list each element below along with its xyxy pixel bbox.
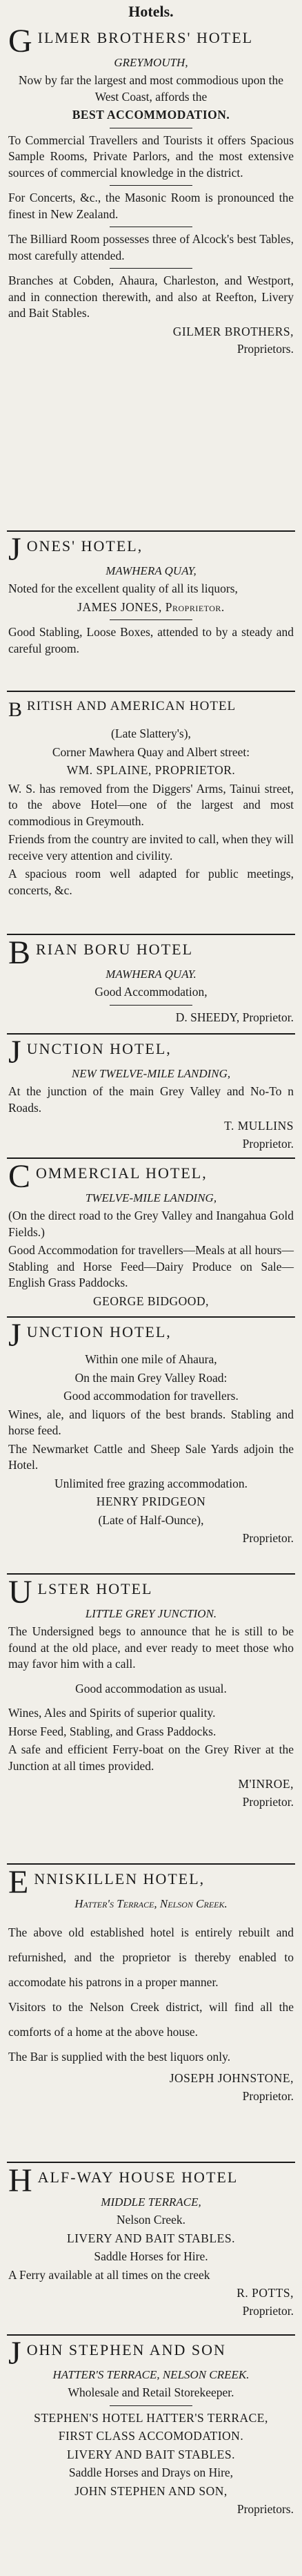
divider [110, 185, 192, 186]
drop-cap: H [8, 2167, 34, 2195]
ad-line: A spacious room well adapted for public meetings, concerts, &c. [8, 867, 294, 897]
ad-line: The Newmarket Cattle and Sheep Sale Yards adjoin the Hotel. [8, 1441, 294, 1472]
ad-proprietor-title: Proprietor. [242, 1794, 294, 1809]
ad-gilmer [7, 23, 295, 532]
ad-line: Friends from the country are invited to call, when they will receive very attention and civility. [8, 832, 294, 863]
ad-location: TWELVE-MILE LANDING, [85, 1191, 217, 1204]
ad-title [8, 1869, 294, 1896]
ad-location: MAWHERA QUAY. [105, 968, 197, 981]
ad-line: Good accommodation as usual. [75, 1681, 227, 1695]
ad-location: HATTER'S TERRACE, NELSON CREEK. [52, 2368, 250, 2381]
title-text: UNCTION HOTEL, [26, 1040, 172, 1057]
ad-line: Wholesale and Retail Storekeeper. [68, 2385, 234, 2399]
ad-title [8, 696, 294, 724]
ad-line: LIVERY AND BAIT STABLES. [67, 2231, 235, 2245]
ad-commercial [7, 1159, 295, 1318]
drop-cap: G [8, 28, 34, 55]
ad-line: The Bar is supplied with the best liquors only. [8, 2050, 231, 2064]
ad-line: A safe and efficient Ferry-boat on the Grey River at the Junction at all times provided. [8, 1742, 294, 1773]
ad-proprietor: GILMER BROTHERS, [172, 324, 294, 338]
ad-line: Within one mile of Ahaura, [85, 1352, 217, 1366]
ad-line: Nelson Creek. [116, 2213, 186, 2227]
ad-proprietor: JOHN STEPHEN AND SON, [74, 2483, 228, 2498]
drop-cap: C [8, 1163, 32, 1191]
ad-line: Saddle Horses and Drays on Hire, [68, 2466, 234, 2479]
ad-line: Good Stabling, Loose Boxes, attended to by a steady and careful groom. [8, 625, 294, 655]
ad-line: Wines, ale, and liquors of the best brands. Stabling and horse feed. [8, 1407, 294, 1437]
ad-proprietor-title: Proprietors. [236, 2502, 294, 2516]
ad-title [8, 2340, 294, 2367]
ad-line: The Billiard Room possesses three of Alcock's best Tables, most carefully attended. [8, 232, 294, 262]
ad-line: WM. SPLAINE, PROPRIETOR. [66, 763, 236, 777]
ad-proprietor: D. SHEEDY, Proprietor. [175, 1010, 294, 1024]
drop-cap: J [8, 2340, 23, 2367]
title-text: UNCTION HOTEL, [26, 1323, 172, 1340]
drop-cap: E [8, 1869, 30, 1896]
ad-title [8, 1039, 294, 1066]
ad-line: Good Accommodation, [94, 985, 208, 999]
ad-line: Wines, Ales and Spirits of superior quality. [8, 1706, 216, 1720]
ad-line: Now by far the largest and most commodious upon the West Coast, affords the [18, 73, 284, 104]
ad-line: (Late Slattery's), [111, 727, 191, 740]
title-text: ONES' HOTEL, [26, 537, 143, 555]
title-text: RIAN BORU HOTEL [36, 941, 194, 958]
ad-british-american [7, 692, 295, 935]
ad-title [8, 939, 294, 967]
ad-location: MIDDLE TERRACE, [101, 2195, 201, 2209]
title-text: ALF-WAY HOUSE HOTEL [37, 2169, 239, 2186]
ad-proprietor: T. MULLINS [224, 1119, 294, 1133]
ad-line: For Concerts, &c., the Masonic Room is pronounced the finest in New Zealand. [8, 191, 294, 221]
ad-line: At the junction of the main Grey Valley and No-To n Roads. [8, 1084, 294, 1115]
ad-line: Branches at Cobden, Ahaura, Charleston, and Westport, and in connection therewith, and also at Reefton, Livery and Bait Stables. [8, 273, 294, 320]
divider [110, 619, 192, 620]
drop-cap: J [8, 1039, 23, 1066]
ad-line: Good Accommodation for travellers—Meals at all hours—Stabling and Horse Feed—Dairy Produce on Sale—English Grass Paddocks. [8, 1243, 294, 1289]
title-text: ILMER BROTHERS' HOTEL [37, 29, 254, 46]
ad-line: A Ferry available at all times on the creek [8, 2267, 210, 2282]
ad-title [8, 1579, 294, 1606]
title-text: LSTER HOTEL [37, 1580, 153, 1597]
ad-line: STEPHEN'S HOTEL HATTER'S TERRACE, [34, 2410, 268, 2425]
ad-brian-boru [7, 935, 295, 1035]
title-text: RITISH AND AMERICAN HOTEL [27, 699, 236, 713]
ad-location: Hatter's Terrace, Nelson Creek. [74, 1897, 228, 1910]
ad-proprietor-title: Proprietor. [242, 1531, 294, 1545]
ad-ulster [7, 1575, 295, 1865]
ad-location: MAWHERA QUAY, [105, 564, 197, 577]
ad-line: (Late of Half-Ounce), [98, 1512, 204, 1527]
ad-location: NEW TWELVE-MILE LANDING, [71, 1067, 231, 1080]
divider [110, 268, 192, 269]
ad-proprietor-title: Proprietor. [242, 2088, 294, 2103]
ad-proprietor-title: Proprietor. [242, 2303, 294, 2318]
ad-proprietor: JOSEPH JOHNSTONE, [169, 2071, 294, 2085]
ad-line: Horse Feed, Stabling, and Grass Paddocks. [8, 1724, 217, 1738]
drop-cap: B [8, 939, 32, 967]
ad-john-stephen [7, 2336, 295, 2576]
ad-line: Saddle Horses for Hire. [94, 2249, 208, 2263]
section-heading: Hotels. [128, 3, 174, 20]
ad-line: Unlimited free grazing accommodation. [54, 1476, 248, 1490]
ad-line: JAMES JONES, Proprietor. [77, 599, 225, 614]
title-text: OHN STEPHEN AND SON [26, 2341, 226, 2358]
ad-enniskillen [7, 1865, 295, 2163]
ad-line: (On the direct road to the Grey Valley and Inangahua Gold Fields.) [8, 1209, 294, 1239]
ad-jones [7, 532, 295, 692]
ad-proprietor: R. POTTS, [236, 2286, 294, 2300]
ad-proprietor: HENRY PRIDGEON [96, 1494, 206, 1508]
ad-line: To Commercial Travellers and Tourists it offers Spacious Sample Rooms, Private Parlors, and the most extensive sources of commercial knowledge in the district. [8, 133, 294, 180]
ad-title [8, 28, 294, 55]
ad-line: BEST ACCOMMODATION. [72, 108, 230, 122]
drop-cap: J [8, 536, 23, 564]
ad-line: Corner Mawhera Quay and Albert street: [52, 744, 250, 759]
ad-proprietor-title: Proprietor. [242, 1136, 294, 1151]
drop-cap: J [8, 1322, 23, 1349]
drop-cap: B [8, 698, 23, 721]
ad-half-way-house [7, 2163, 295, 2336]
ad-line: W. S. has removed from the Diggers' Arms, Tainui street, to the above Hotel—one of the largest and most commodious in Greymouth. [8, 781, 294, 828]
ad-title [8, 2167, 294, 2195]
ad-line: Visitors to the Nelson Creek district, will find all the comforts of a home at the above house. [8, 2000, 294, 2039]
ad-line: Noted for the excellent quality of all its liquors, [8, 581, 238, 595]
ad-location: LITTLE GREY JUNCTION. [85, 1607, 217, 1620]
title-text: NNISKILLEN HOTEL, [34, 1870, 205, 1887]
ad-proprietor: M'INROE, [238, 1777, 294, 1791]
ad-proprietor-title: Proprietors. [236, 342, 294, 356]
divider [110, 1005, 192, 1006]
ad-line: On the main Grey Valley Road: [74, 1370, 228, 1385]
ad-title [8, 1322, 294, 1349]
ad-line: The above old established hotel is entirely rebuilt and refurnished, and the proprietor is thereby enabled to accomodate his patrons in a proper manner. [8, 1925, 294, 1989]
ad-junction-ahaura [7, 1318, 295, 1575]
ad-junction-twelve-mile [7, 1035, 295, 1159]
newspaper-column [7, 0, 295, 2576]
ad-line: The Undersigned begs to announce that he is still to be found at the old place, and ever ready to meet those who may favor him with a call. [8, 1624, 294, 1671]
ad-title [8, 1163, 294, 1191]
divider [110, 2405, 192, 2406]
ad-line: FIRST CLASS ACCOMODATION. [58, 2429, 244, 2443]
ad-title [8, 536, 294, 564]
ad-location: GREYMOUTH, [114, 56, 188, 69]
title-text: OMMERCIAL HOTEL, [36, 1164, 208, 1182]
ad-line: LIVERY AND BAIT STABLES. [67, 2447, 235, 2461]
drop-cap: U [8, 1579, 34, 1606]
ad-line: Good accommodation for travellers. [63, 1389, 239, 1403]
ad-proprietor: GEORGE BIDGOOD, [93, 1294, 209, 1308]
